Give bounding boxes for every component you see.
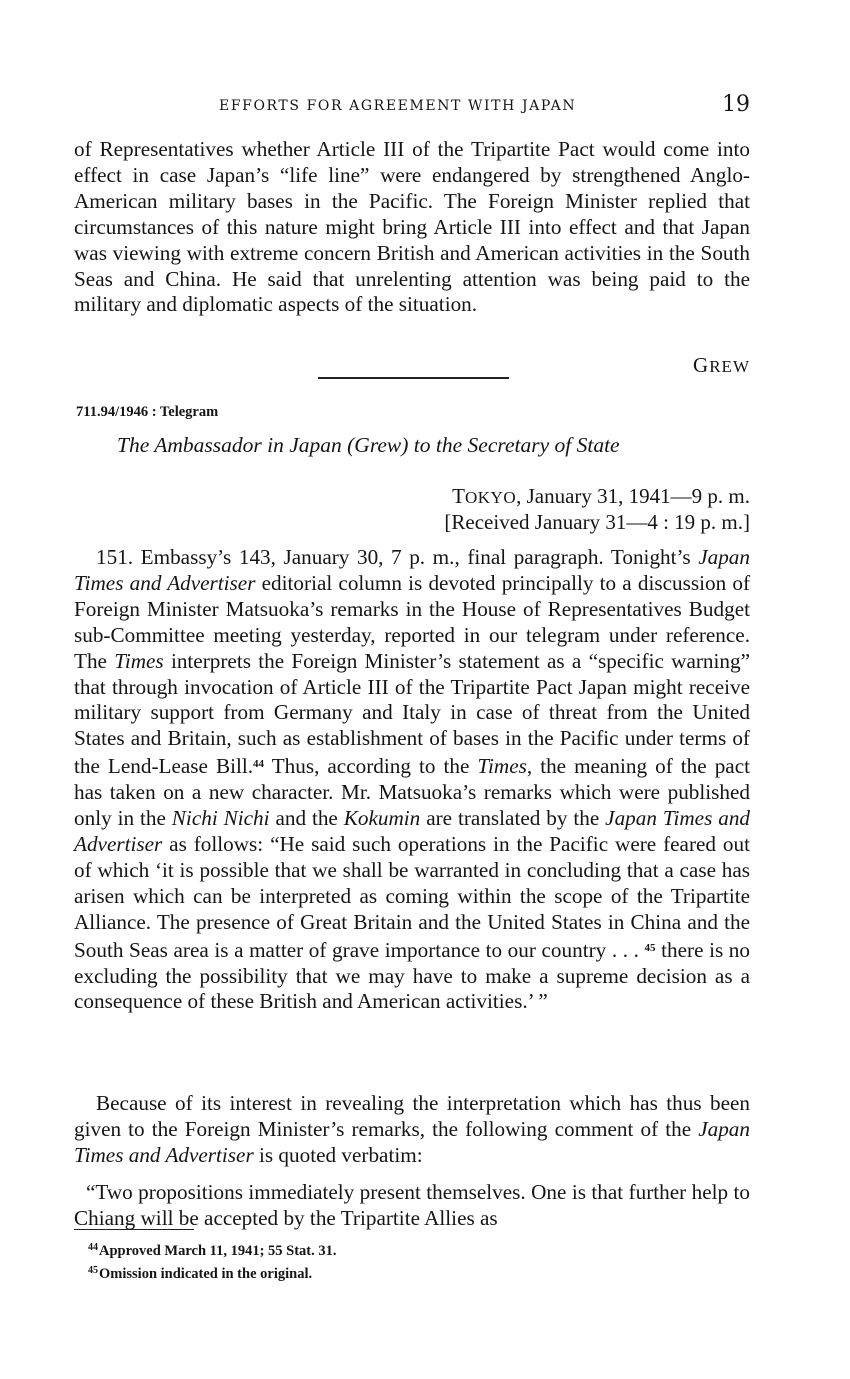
continued-paragraph-text: of Representatives whether Article III of the Tripartite Pact would come into effect in case Japan’s “life line” were endangered by strengthened Anglo-American military bases in the Pacific. The Foreign Minister replied that circumstances of this nature might bring Article III into effect and that Japan was viewing with extreme concern British and American activities in the South Seas and China. He said that unrelenting attention was being paid to the military and diplomatic aspects of the situation.: [74, 137, 750, 317]
footnotes: [88, 1238, 337, 1284]
running-title: EFFORTS FOR AGREEMENT WITH JAPAN: [219, 98, 577, 114]
signature: GREW: [693, 353, 750, 377]
message-paragraph-3: “Two propositions immediately present themselves. One is that further help to Chiang will be accepted by the Tripartite Allies as: [74, 1180, 750, 1230]
running-head: [74, 92, 750, 122]
footnote-ref-45: 45: [644, 941, 656, 954]
footnote-divider: [74, 1229, 194, 1230]
file-reference: 711.94/1946 : Telegram: [76, 404, 219, 420]
message-paragraph-1: 151. Embassy’s 143, January 30, 7 p. m., final paragraph. Tonight’s Japan Times and Advertiser editorial column is devoted principally to a discussion of Foreign Minister Matsuoka’s remarks in the House of Representatives Budget sub-Committee meeting yesterday, reported in our telegram under reference. The Times interprets the Foreign Minister’s statement as a “specific warning” that through invocation of Article III of the Tripartite Pact Japan might receive military support from Germany and Italy in case of threat from the United States and Britain, such as establishment of bases in the Pacific under terms of the Lend-Lease Bill.$^{44}$ Thus, according to the Times, the meaning of the pact has taken on a new character. Mr. Matsuoka’s remarks which were published only in the Nichi Nichi and the Kokumin are translated by the Japan Times and Advertiser as follows: “He said such operations in the Pacific were feared out of which ‘it is possible that we shall be warranted in concluding that a case has arisen which can be interpreted as coming within the scope of the Tripartite Alliance. The presence of Great Britain and the United States in China and the South Seas area is a matter of grave importance to our country . . . $^{45}$ there is no excluding the possibility that we may have to make a supreme decision as a consequence of these British and American activities.’ ”: [74, 545, 751, 1014]
continued-paragraph: [74, 137, 750, 318]
page-number: 19: [722, 92, 750, 117]
footnote: $^{45}$Omission indicated in the original.: [88, 1265, 313, 1282]
section-divider: [318, 377, 509, 379]
footnote-ref-44: 44: [253, 758, 265, 771]
message-paragraph-2: Because of its interest in revealing the interpretation which has thus been given to the Foreign Minister’s remarks, the following comment of the Japan Times and Advertiser is quoted verbatim:: [74, 1091, 750, 1167]
document-title: The Ambassador in Japan (Grew) to the Secretary of State: [117, 433, 620, 457]
footnote: $^{44}$Approved March 11, 1941; 55 Stat. 31.: [88, 1242, 337, 1259]
received-line: [Received January 31—4 : 19 p. m.]: [444, 510, 750, 534]
dateline: TOKYO, January 31, 1941—9 p. m.: [452, 484, 750, 508]
